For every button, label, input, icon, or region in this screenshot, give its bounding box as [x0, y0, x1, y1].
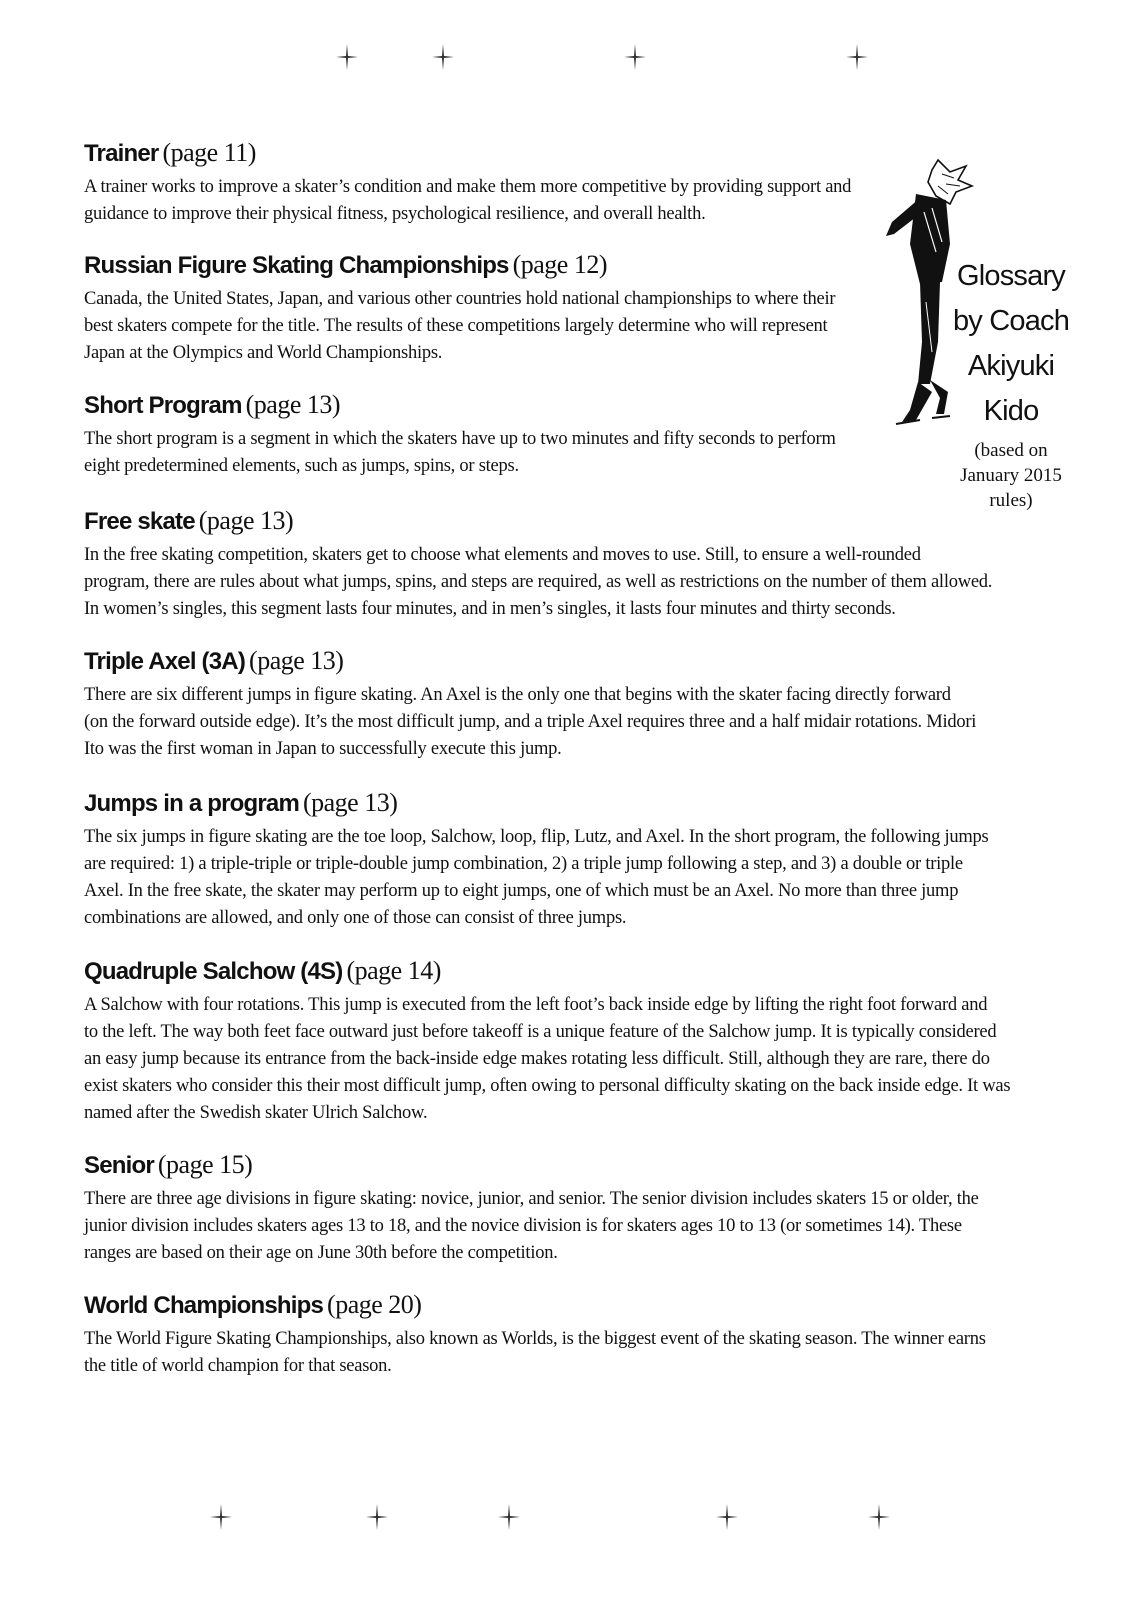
glossary-entry-quadruple-salchow	[84, 954, 1010, 1127]
entry-line: In the free skating competition, skaters get to choose what elements and moves to use. Still, to ensure a well-rounded	[84, 545, 921, 565]
entry-term: Short Program	[84, 392, 242, 419]
entry-line: A Salchow with four rotations. This jump is executed from the left foot’s back inside edge by lifting the right foot forward and	[84, 995, 988, 1015]
entry-term: Triple Axel (3A)	[84, 648, 246, 675]
entry-page-ref: (page 11)	[162, 138, 256, 167]
sparkle-icon	[336, 44, 358, 70]
sparkle-icon	[868, 1504, 890, 1530]
sparkle-icon	[498, 1504, 520, 1530]
sparkle-icon	[846, 44, 868, 70]
entry-term: Free skate	[84, 508, 195, 535]
entry-line: A trainer works to improve a skater’s condition and make them more competitive by providing support and	[84, 177, 852, 197]
entry-heading	[84, 248, 835, 286]
glossary-entry-senior	[84, 1148, 979, 1267]
entry-heading	[84, 504, 992, 542]
sparkle-icon	[624, 44, 646, 70]
entry-heading	[84, 1288, 986, 1326]
sparkle-icon	[366, 1504, 388, 1530]
entry-line: There are three age divisions in figure skating: novice, junior, and senior. The senior division includes skaters 15 or older, the	[84, 1189, 979, 1209]
entry-term: Trainer	[84, 140, 159, 167]
entry-line: eight predetermined elements, such as jumps, spins, or steps.	[84, 456, 519, 476]
sparkle-icon	[432, 44, 454, 70]
entry-page-ref: (page 13)	[302, 788, 398, 817]
entry-line: Canada, the United States, Japan, and various other countries hold national championships to where their	[84, 289, 836, 309]
entry-heading	[84, 388, 836, 426]
entry-page-ref: (page 13)	[198, 506, 294, 535]
sparkle-icon	[716, 1504, 738, 1530]
entry-line: There are six different jumps in figure skating. An Axel is the only one that begins with the skater facing directly forward	[84, 685, 951, 705]
entry-term: Russian Figure Skating Championships	[84, 252, 509, 279]
rules-note-line: rules)	[989, 490, 1033, 511]
entry-line: Japan at the Olympics and World Championships.	[84, 343, 443, 363]
entry-page-ref: (page 15)	[157, 1150, 253, 1179]
entry-line: Ito was the first woman in Japan to successfully execute this jump.	[84, 739, 562, 759]
sparkle-icon	[210, 1504, 232, 1530]
glossary-title-block	[948, 254, 1074, 513]
entry-term: Senior	[84, 1152, 154, 1179]
entry-heading	[84, 1148, 979, 1186]
entry-heading	[84, 136, 851, 174]
entry-line: named after the Swedish skater Ulrich Salchow.	[84, 1103, 428, 1123]
entry-line: Axel. In the free skate, the skater may perform up to eight jumps, one of which must be an Axel. No more than three jump	[84, 881, 959, 901]
entry-line: The World Figure Skating Championships, also known as Worlds, is the biggest event of the skating season. The winner earns	[84, 1329, 986, 1349]
entry-page-ref: (page 13)	[249, 646, 344, 675]
entry-line: exist skaters who consider this their most difficult jump, often owing to personal difficulty skating on the back inside edge. It was	[84, 1076, 1011, 1096]
rules-note-line: (based on	[974, 440, 1048, 461]
entry-page-ref: (page 12)	[512, 250, 608, 279]
entry-line: guidance to improve their physical fitness, psychological resilience, and overall health.	[84, 204, 706, 224]
entry-line: (on the forward outside edge). It’s the most difficult jump, and a triple Axel requires three and a half midair rotations. Midori	[84, 712, 977, 732]
entry-line: an easy jump because its entrance from the back-inside edge makes rotating less difficult. Still, although they are rare, there do	[84, 1049, 990, 1069]
entry-line: to the left. The way both feet face outward just before takeoff is a unique feature of the Salchow jump. It is typically considered	[84, 1022, 997, 1042]
entry-line: program, there are rules about what jumps, spins, and steps are required, as well as restrictions on the number of them allowed.	[84, 572, 993, 592]
glossary-title-line: Kido	[983, 395, 1039, 427]
entry-term: World Championships	[84, 1292, 324, 1319]
glossary-entry-trainer	[84, 136, 851, 228]
entry-line: the title of world champion for that season.	[84, 1356, 392, 1376]
entry-line: best skaters compete for the title. The results of these competitions largely determine who will represent	[84, 316, 828, 336]
entry-heading	[84, 786, 988, 824]
glossary-entry-free-skate	[84, 504, 992, 623]
entry-page-ref: (page 13)	[245, 390, 341, 419]
glossary-title-line: by Coach	[952, 305, 1070, 337]
entry-heading	[84, 954, 1010, 992]
entry-line: The six jumps in figure skating are the toe loop, Salchow, loop, flip, Lutz, and Axel. In the short program, the following jumps	[84, 827, 989, 847]
entry-line: combinations are allowed, and only one of those can consist of three jumps.	[84, 908, 627, 928]
glossary-title-line: Glossary	[956, 260, 1065, 292]
entry-line: In women’s singles, this segment lasts four minutes, and in men’s singles, it lasts four minutes and thirty seconds.	[84, 599, 896, 619]
glossary-entry-world-championships	[84, 1288, 986, 1380]
entry-line: junior division includes skaters ages 13 to 18, and the novice division is for skaters ages 10 to 13 (or sometimes 14). These	[84, 1216, 962, 1236]
glossary-entry-short-program	[84, 388, 836, 480]
rules-note	[948, 438, 1074, 513]
rules-note-line: January 2015	[960, 465, 1062, 486]
glossary-entry-jumps-in-program	[84, 786, 988, 932]
entry-term: Jumps in a program	[84, 790, 299, 817]
entry-page-ref: (page 20)	[327, 1290, 422, 1319]
glossary-entry-triple-axel	[84, 644, 976, 763]
entry-page-ref: (page 14)	[346, 956, 441, 985]
entry-heading	[84, 644, 976, 682]
entry-line: ranges are based on their age on June 30th before the competition.	[84, 1243, 558, 1263]
glossary-entry-russian-championships	[84, 248, 835, 367]
entry-line: are required: 1) a triple-triple or triple-double jump combination, 2) a triple jump following a step, and 3) a double or triple	[84, 854, 963, 874]
entry-term: Quadruple Salchow (4S)	[84, 958, 343, 985]
glossary-title-line: Akiyuki	[967, 350, 1055, 382]
entry-line: The short program is a segment in which the skaters have up to two minutes and fifty seconds to perform	[84, 429, 836, 449]
